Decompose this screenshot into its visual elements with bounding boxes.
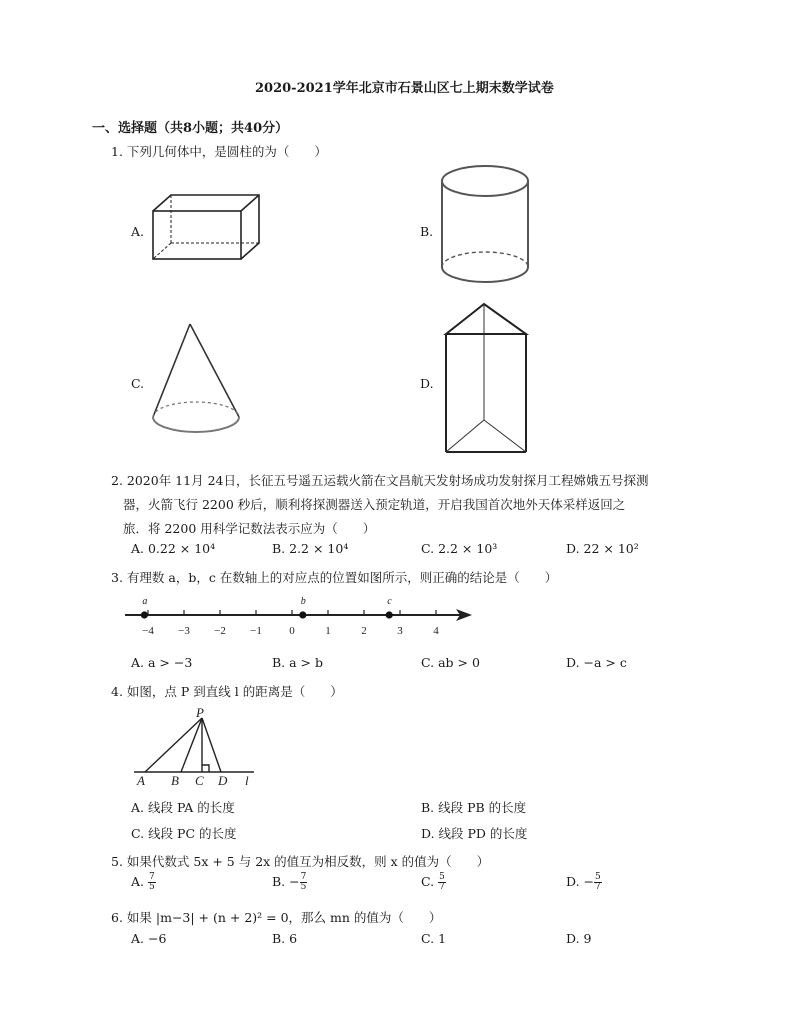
q5-option-a[interactable] — [131, 873, 156, 892]
q1-option-d-label[interactable]: D. — [420, 376, 434, 391]
axis-tick-label: 3 — [397, 625, 403, 637]
number-line-figure — [120, 590, 480, 645]
q6-option-d[interactable]: D. 9 — [566, 931, 592, 946]
point-c — [386, 611, 393, 618]
q5-option-d-fraction: $\frac{5}{7}$ — [595, 872, 601, 892]
q6-option-b[interactable]: B. 6 — [272, 931, 298, 946]
question-6-stem: 6. 如果 |m−3| + (n + 2)² = 0，那么 mn 的值为（ ） — [111, 910, 442, 925]
q4-option-a[interactable]: A. 线段 PA 的长度 — [131, 800, 235, 815]
q2-option-a[interactable]: A. 0.22 × 10⁴ — [131, 541, 216, 556]
q5-option-d-letter: D. — [566, 874, 580, 889]
axis-tick-label: −1 — [250, 625, 262, 637]
q5-option-b-sign: − — [289, 874, 300, 889]
q5-option-d-sign: − — [583, 874, 595, 889]
q1-option-c-label[interactable]: C. — [131, 376, 145, 391]
axis-tick-label: −2 — [214, 625, 226, 637]
cone-figure — [150, 322, 245, 438]
cylinder-figure — [440, 163, 532, 288]
q6-option-c[interactable]: C. 1 — [421, 931, 447, 946]
question-3-stem: 3. 有理数 a，b，c 在数轴上的对应点的位置如图所示，则正确的结论是（ ） — [111, 570, 558, 585]
label-point-c: C — [195, 773, 204, 788]
q1-option-b-label[interactable]: B. — [420, 224, 434, 239]
q5-option-c-fraction: $\frac{5}{7}$ — [439, 872, 445, 892]
point-a-label: a — [142, 596, 148, 607]
question-2-line-1: 2. 2020年 11月 24日，长征五号遥五运载火箭在文昌航天发射场成功发射探月工程嫦娥五号探测 — [111, 473, 649, 488]
question-2-line-2: 器，火箭飞行 2200 秒后，顺利将探测器送入预定轨道，开启我国首次地外天体采样返回之 — [123, 497, 626, 512]
question-1-stem: 1. 下列几何体中，是圆柱的为（ ） — [111, 144, 327, 159]
q5-option-c[interactable] — [421, 873, 446, 892]
axis-tick-label: −3 — [178, 625, 190, 637]
label-point-a: A — [137, 773, 145, 788]
q5-option-b-letter: B. — [272, 874, 286, 889]
q3-option-b[interactable]: B. a > b — [272, 655, 324, 670]
question-4-stem: 4. 如图，点 P 到直线 l 的距离是（ ） — [111, 684, 343, 699]
q3-option-a[interactable]: A. a > −3 — [131, 655, 193, 670]
page-title: 2020-2021学年北京市石景山区七上期末数学试卷 — [255, 81, 554, 96]
point-line-distance-figure — [132, 704, 257, 788]
label-point-p: P — [196, 705, 204, 720]
q5-option-b-fraction: $\frac{7}{5}$ — [300, 872, 307, 892]
q3-option-c[interactable]: C. ab > 0 — [421, 655, 480, 670]
section-heading: 一、选择题（共8小题；共40分） — [92, 121, 289, 136]
q1-option-a-label[interactable]: A. — [131, 224, 145, 239]
cuboid-figure — [150, 193, 265, 263]
q3-option-d[interactable]: D. −a > c — [566, 655, 627, 670]
q6-option-a[interactable]: A. −6 — [131, 931, 167, 946]
q2-option-b[interactable]: B. 2.2 × 10⁴ — [272, 541, 349, 556]
q4-option-d[interactable]: D. 线段 PD 的长度 — [421, 826, 528, 841]
q2-option-d[interactable]: D. 22 × 10² — [566, 541, 639, 556]
q5-option-b[interactable] — [272, 873, 307, 892]
axis-tick-label: −4 — [142, 625, 154, 637]
axis-tick-label: 0 — [289, 625, 295, 637]
q2-option-c[interactable]: C. 2.2 × 10³ — [421, 541, 498, 556]
point-a — [141, 611, 148, 618]
axis-tick-label: 4 — [433, 625, 439, 637]
q5-option-a-letter: A. — [131, 874, 145, 889]
q5-option-d[interactable] — [566, 873, 602, 892]
q4-option-c[interactable]: C. 线段 PC 的长度 — [131, 826, 237, 841]
label-line-l: l — [245, 773, 249, 788]
point-b-label: b — [300, 596, 306, 607]
point-c-label: c — [387, 596, 392, 607]
q4-option-b[interactable]: B. 线段 PB 的长度 — [421, 800, 527, 815]
question-2-line-3: 旅．将 2200 用科学记数法表示应为（ ） — [123, 521, 376, 536]
point-b — [299, 611, 306, 618]
question-5-stem: 5. 如果代数式 5x + 5 与 2x 的值互为相反数，则 x 的值为（ ） — [111, 854, 490, 869]
axis-tick-label: 2 — [361, 625, 367, 637]
label-point-d: D — [218, 773, 228, 788]
label-point-b: B — [171, 773, 179, 788]
axis-tick-label: 1 — [325, 625, 331, 637]
q5-option-c-letter: C. — [421, 874, 435, 889]
triangular-prism-figure — [444, 302, 530, 457]
q5-option-a-fraction: $\frac{7}{5}$ — [149, 872, 155, 892]
